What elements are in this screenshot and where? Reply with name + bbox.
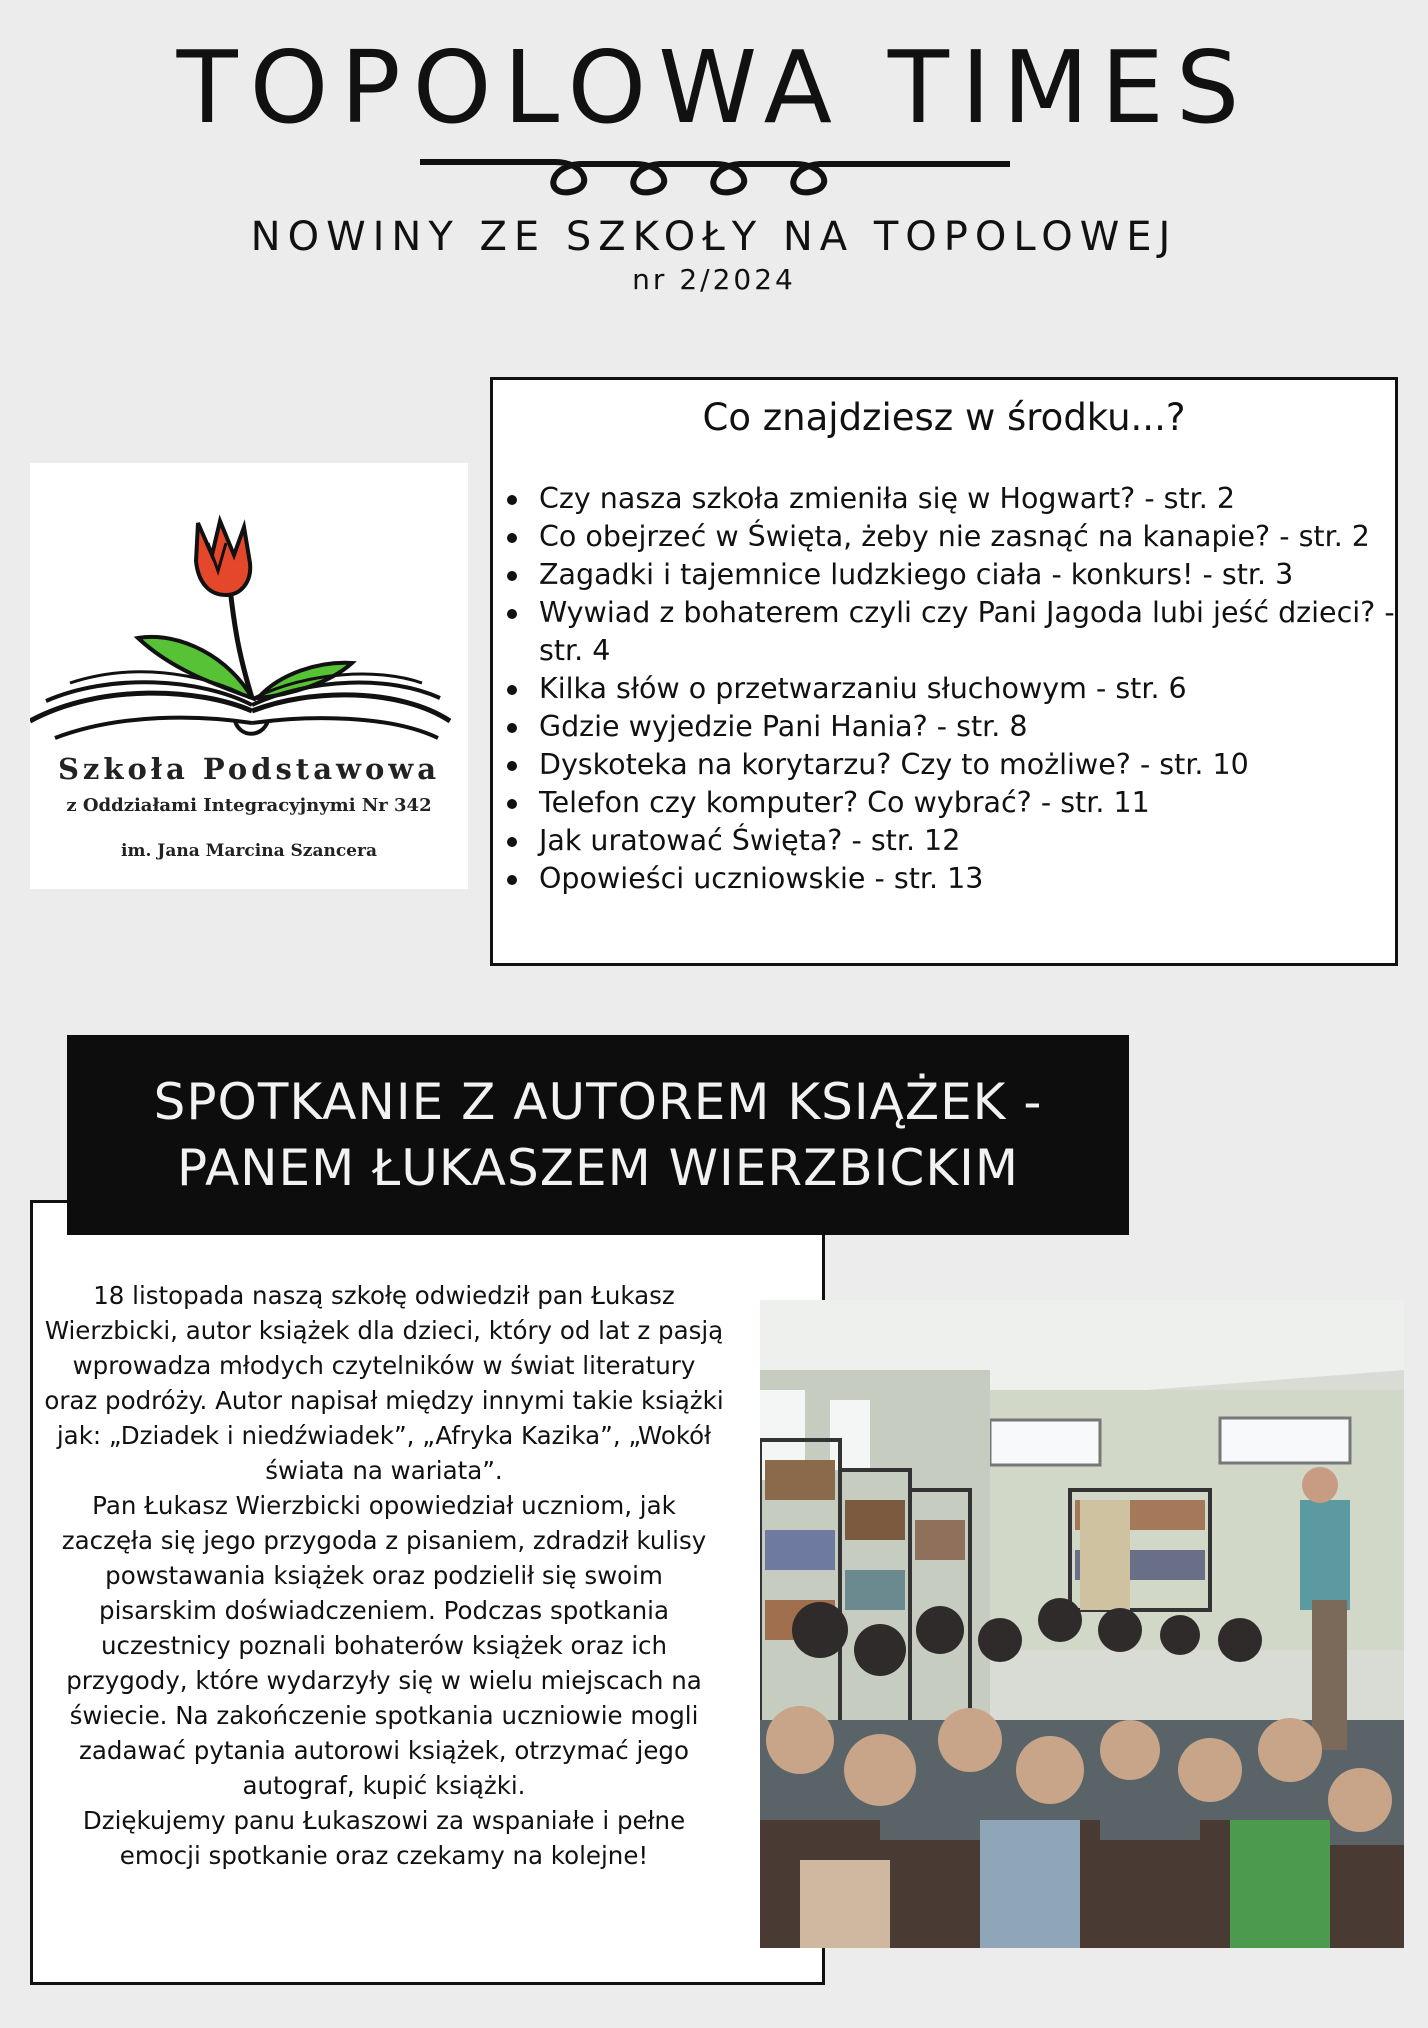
article-body — [44, 1278, 724, 1873]
toc-item: Telefon czy komputer? Co wybrać? - str. 11 — [503, 784, 1403, 822]
article-heading-line1: SPOTKANIE Z AUTOREM KSIĄŻEK - — [153, 1073, 1043, 1131]
toc-list — [503, 480, 1403, 898]
school-logo-card — [30, 463, 468, 889]
school-subtitle: z Oddziałami Integracyjnymi Nr 342 — [66, 795, 432, 816]
article-heading — [67, 1035, 1129, 1235]
issue-number: nr 2/2024 — [632, 263, 796, 296]
tulip-book-logo-icon — [30, 483, 468, 783]
toc-item: Gdzie wyjedzie Pani Hania? - str. 8 — [503, 708, 1403, 746]
article-paragraph: Pan Łukasz Wierzbicki opowiedział uczniom, jak zaczęła się jego przygoda z pisaniem, zdradził kulisy powstawania książek oraz podzielił się swoim pisarskim doświadczeniem. Podczas spotkania uczestnicy poznali bohaterów książek oraz ich przygody, które wydarzyły się w wielu miejscach na świecie. Na zakończenie spotkania uczniowie mogli zadawać pytania autorowi książek, otrzymać jego autograf, kupić książki. — [61, 1491, 707, 1800]
newspaper-title: TOPOLOWA TIMES — [176, 29, 1252, 146]
toc-item: Dyskoteka na korytarzu? Czy to możliwe? - str. 10 — [503, 746, 1403, 784]
toc-item: Kilka słów o przetwarzaniu słuchowym - str. 6 — [503, 670, 1403, 708]
toc-item: Wywiad z bohaterem czyli czy Pani Jagoda lubi jeść dzieci? - str. 4 — [503, 594, 1403, 670]
decorative-swirl-divider — [420, 150, 1010, 204]
article-heading-line2: PANEM ŁUKASZEM WIERZBICKIM — [176, 1139, 1019, 1197]
toc-item: Czy nasza szkoła zmieniła się w Hogwart? - str. 2 — [503, 480, 1403, 518]
article-paragraph: Dziękujemy panu Łukaszowi za wspaniałe i pełne emocji spotkanie oraz czekamy na kolejne! — [82, 1806, 686, 1870]
toc-item: Zagadki i tajemnice ludzkiego ciała - konkurs! - str. 3 — [503, 556, 1403, 594]
school-name: Szkoła Podstawowa — [57, 752, 441, 786]
meeting-photo — [760, 1300, 1404, 1948]
article-paragraph: 18 listopada naszą szkołę odwiedził pan Łukasz Wierzbicki, autor książek dla dzieci, który od lat z pasją wprowadza młodych czytelników w świat literatury oraz podróży. Autor napisał między innymi takie książki jak: „Dziadek i niedźwiadek”, „Afryka Kazika”, „Wokół świata na wariata”. — [44, 1281, 724, 1485]
newspaper-subtitle: NOWINY ZE SZKOŁY NA TOPOLOWEJ — [250, 214, 1178, 260]
toc-item: Co obejrzeć w Święta, żeby nie zasnąć na kanapie? - str. 2 — [503, 518, 1403, 556]
toc-item: Opowieści uczniowskie - str. 13 — [503, 860, 1403, 898]
toc-item: Jak uratować Święta? - str. 12 — [503, 822, 1403, 860]
toc-title: Co znajdziesz w środku...? — [702, 396, 1186, 439]
school-patron: im. Jana Marcina Szancera — [121, 841, 377, 861]
